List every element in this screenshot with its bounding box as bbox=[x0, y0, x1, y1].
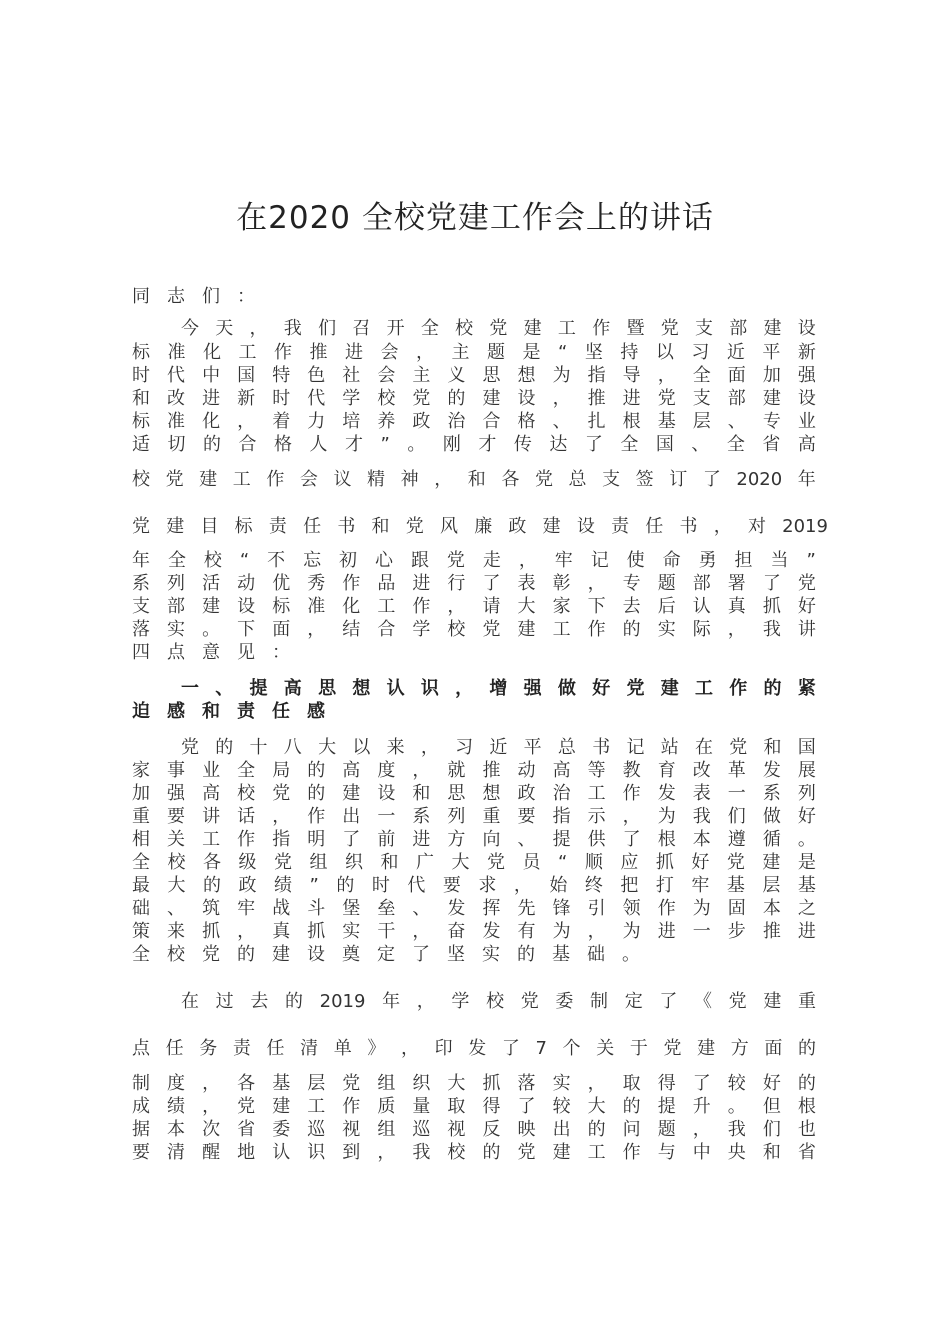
paragraph-line: 标 准 化 工 作 推 进 会 ， 主 题 是 “ 坚 持 以 习 近 平 新 bbox=[132, 342, 816, 363]
paragraph-line: 要 清 醒 地 认 识 到 ， 我 校 的 党 建 工 作 与 中 央 和 省 bbox=[132, 1142, 816, 1163]
paragraph-line: 据 本 次 省 委 巡 视 组 巡 视 反 映 出 的 问 题 ， 我 们 也 bbox=[132, 1119, 816, 1140]
paragraph-line: 校 党 建 工 作 会 议 精 神 ， 和 各 党 总 支 签 订 了 2020 年 bbox=[132, 469, 816, 490]
paragraph-line: 党 建 目 标 责 任 书 和 党 风 廉 政 建 设 责 任 书 ， 对 2019 bbox=[132, 516, 828, 537]
paragraph-line: 系 列 活 动 优 秀 作 品 进 行 了 表 彰 ， 专 题 部 署 了 党 bbox=[132, 573, 816, 594]
section-heading: 迫 感 和 责 任 感 bbox=[132, 701, 325, 722]
paragraph-line: 全 校 党 的 建 设 奠 定 了 坚 实 的 基 础 。 bbox=[132, 944, 640, 965]
paragraph-line: 点 任 务 责 任 清 单 》 ， 印 发 了 7 个 关 于 党 建 方 面 的 bbox=[132, 1038, 816, 1059]
paragraph-line: 党 的 十 八 大 以 来 ， 习 近 平 总 书 记 站 在 党 和 国 bbox=[181, 737, 816, 758]
paragraph-line: 重 要 讲 话 ， 作 出 一 系 列 重 要 指 示 ， 为 我 们 做 好 bbox=[132, 806, 816, 827]
paragraph-line: 年 全 校 “ 不 忘 初 心 跟 党 走 ， 牢 记 使 命 勇 担 当 ” bbox=[132, 550, 816, 571]
paragraph-line: 适 切 的 合 格 人 才 ” 。 刚 才 传 达 了 全 国 、 全 省 高 bbox=[132, 434, 816, 455]
paragraph-line: 支 部 建 设 标 准 化 工 作 ， 请 大 家 下 去 后 认 真 抓 好 bbox=[132, 596, 816, 617]
paragraph-line: 家 事 业 全 局 的 高 度 ， 就 推 动 高 等 教 育 改 革 发 展 bbox=[132, 760, 816, 781]
paragraph-line: 和 改 进 新 时 代 学 校 党 的 建 设 ， 推 进 党 支 部 建 设 bbox=[132, 388, 816, 409]
paragraph-line: 全 校 各 级 党 组 织 和 广 大 党 员 “ 顺 应 抓 好 党 建 是 bbox=[132, 852, 816, 873]
paragraph-line: 今 天 ， 我 们 召 开 全 校 党 建 工 作 暨 党 支 部 建 设 bbox=[181, 318, 816, 339]
paragraph-line: 落 实 。 下 面 ， 结 合 学 校 党 建 工 作 的 实 际 ， 我 讲 bbox=[132, 619, 816, 640]
paragraph-line: 相 关 工 作 指 明 了 前 进 方 向 、 提 供 了 根 本 遵 循 。 bbox=[132, 829, 816, 850]
paragraph-line: 最 大 的 政 绩 ” 的 时 代 要 求 ， 始 终 把 打 牢 基 层 基 bbox=[132, 875, 816, 896]
paragraph-line: 在 过 去 的 2019 年 ， 学 校 党 委 制 定 了 《 党 建 重 bbox=[181, 991, 816, 1012]
paragraph-line: 础 、 筑 牢 战 斗 堡 垒 、 发 挥 先 锋 引 领 作 为 固 本 之 bbox=[132, 898, 816, 919]
paragraph-line: 策 来 抓 ， 真 抓 实 干 ， 奋 发 有 为 ， 为 进 一 步 推 进 bbox=[132, 921, 816, 942]
paragraph-line: 制 度 ， 各 基 层 党 组 织 大 抓 落 实 ， 取 得 了 较 好 的 bbox=[132, 1073, 816, 1094]
paragraph-line: 四 点 意 见 ： bbox=[132, 642, 290, 663]
paragraph-line: 标 准 化 ， 着 力 培 养 政 治 合 格 、 扎 根 基 层 、 专 业 bbox=[132, 411, 816, 432]
paragraph-line: 加 强 高 校 党 的 建 设 和 思 想 政 治 工 作 发 表 一 系 列 bbox=[132, 783, 816, 804]
section-heading: 一 、 提 高 思 想 认 识 ， 增 强 做 好 党 建 工 作 的 紧 bbox=[181, 678, 816, 699]
paragraph-line: 时 代 中 国 特 色 社 会 主 义 思 想 为 指 导 ， 全 面 加 强 bbox=[132, 365, 816, 386]
paragraph-line: 成 绩 ， 党 建 工 作 质 量 取 得 了 较 大 的 提 升 。 但 根 bbox=[132, 1096, 816, 1117]
document-title: 在2020 全校党建工作会上的讲话 bbox=[236, 200, 714, 236]
greeting: 同 志 们 ： bbox=[132, 286, 255, 307]
